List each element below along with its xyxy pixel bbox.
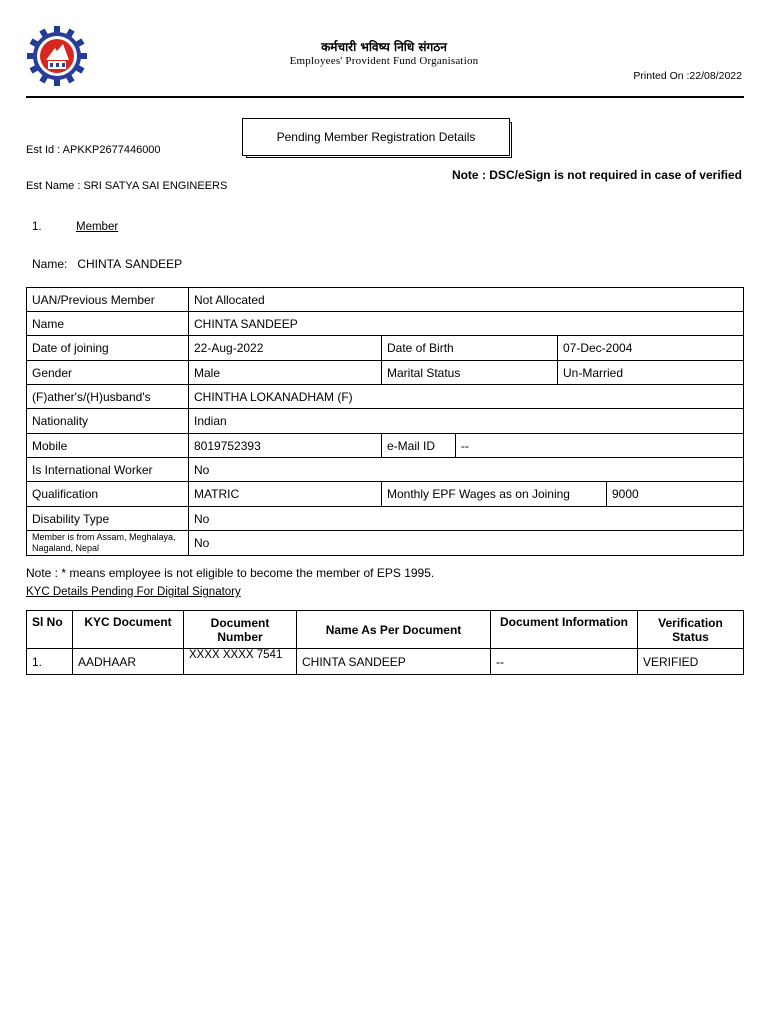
wages-label: Monthly EPF Wages as on Joining: [381, 482, 606, 506]
kyc-header-doc-number: Document Number: [183, 611, 296, 648]
kyc-heading: KYC Details Pending For Digital Signatory: [26, 586, 241, 598]
kyc-header-doc-info: Document Information: [490, 611, 637, 648]
kyc-cell-document: AADHAAR: [72, 649, 183, 675]
dob-value: 07-Dec-2004: [557, 336, 743, 360]
email-label: e-Mail ID: [381, 434, 455, 457]
kyc-cell-name: CHINTA SANDEEP: [296, 649, 490, 675]
father-value: CHINTHA LOKANADHAM (F): [188, 385, 743, 408]
gender-label: Gender: [32, 365, 73, 380]
kyc-cell-slno: 1.: [32, 655, 43, 669]
gender-value: Male: [188, 361, 381, 384]
name-value: CHINTA SANDEEP: [188, 312, 743, 335]
section-number: 1.: [32, 221, 42, 233]
note-dsc: Note : DSC/eSign is not required in case of verified: [451, 168, 742, 182]
father-label: (F)ather's/(H)usband's: [32, 389, 151, 404]
mobile-value: 8019752393: [188, 434, 381, 457]
table-row: [26, 311, 744, 335]
table-row: [26, 481, 744, 506]
kyc-header-document: KYC Document: [72, 611, 183, 648]
note-eps: Note : * means employee is not eligible to become the member of EPS 1995.: [26, 566, 435, 580]
member-name-label: Name:: [32, 257, 68, 271]
email-value: --: [455, 434, 743, 457]
est-name: Est Name : SRI SATYA SAI ENGINEERS: [26, 180, 228, 192]
marital-label: Marital Status: [381, 361, 557, 384]
printed-on: Printed On :22/08/2022: [633, 70, 742, 82]
name-label: Name: [32, 316, 65, 331]
page-title: Pending Member Registration Details: [242, 118, 510, 156]
kyc-header-name: Name As Per Document: [296, 611, 490, 648]
disability-value: No: [188, 507, 743, 530]
northeast-label: Member is from Assam, Meghalaya, Nagaland, Nepal: [32, 532, 176, 553]
table-row: [26, 287, 744, 311]
member-name-line: [32, 257, 182, 271]
kyc-header-slno: Sl No: [32, 615, 63, 629]
intl-worker-label: Is International Worker: [32, 462, 153, 477]
table-row: [26, 433, 744, 457]
org-name-hindi: कर्मचारी भविष्य निधि संगठन: [321, 40, 447, 54]
section-title: Member: [76, 221, 119, 233]
member-name-value: CHINTA SANDEEP: [77, 257, 183, 271]
nationality-label: Nationality: [32, 414, 89, 428]
wages-value: 9000: [606, 482, 743, 506]
header-divider: [26, 96, 744, 98]
doj-value: 22-Aug-2022: [188, 336, 381, 360]
kyc-cell-doc-info: --: [490, 649, 637, 675]
uan-label: UAN/Previous Member: [32, 292, 155, 307]
uan-value: Not Allocated: [188, 288, 743, 311]
qualification-value: MATRIC: [188, 482, 381, 506]
table-row: [26, 335, 744, 360]
org-name-english: Employees' Provident Fund Organisation: [289, 55, 479, 67]
table-row: [26, 457, 744, 481]
intl-worker-value: No: [188, 458, 743, 481]
doj-label: Date of joining: [32, 341, 109, 355]
est-id: Est Id : APKKP2677446000: [26, 144, 161, 156]
qualification-label: Qualification: [32, 487, 99, 501]
table-row: [26, 530, 744, 556]
table-row: [26, 408, 744, 433]
northeast-value: No: [188, 531, 743, 555]
table-row: [26, 384, 744, 408]
kyc-cell-status: VERIFIED: [637, 649, 743, 675]
mobile-label: Mobile: [32, 438, 68, 453]
kyc-cell-doc-number: XXXX XXXX 7541: [183, 649, 296, 675]
kyc-table: [26, 610, 744, 675]
table-row: [26, 506, 744, 530]
table-row: [26, 360, 744, 384]
marital-value: Un-Married: [557, 361, 743, 384]
nationality-value: Indian: [188, 409, 743, 433]
member-details-table: [26, 287, 744, 555]
kyc-header-status: Verification Status: [637, 611, 743, 648]
dob-label: Date of Birth: [381, 336, 557, 360]
disability-label: Disability Type: [32, 511, 110, 526]
